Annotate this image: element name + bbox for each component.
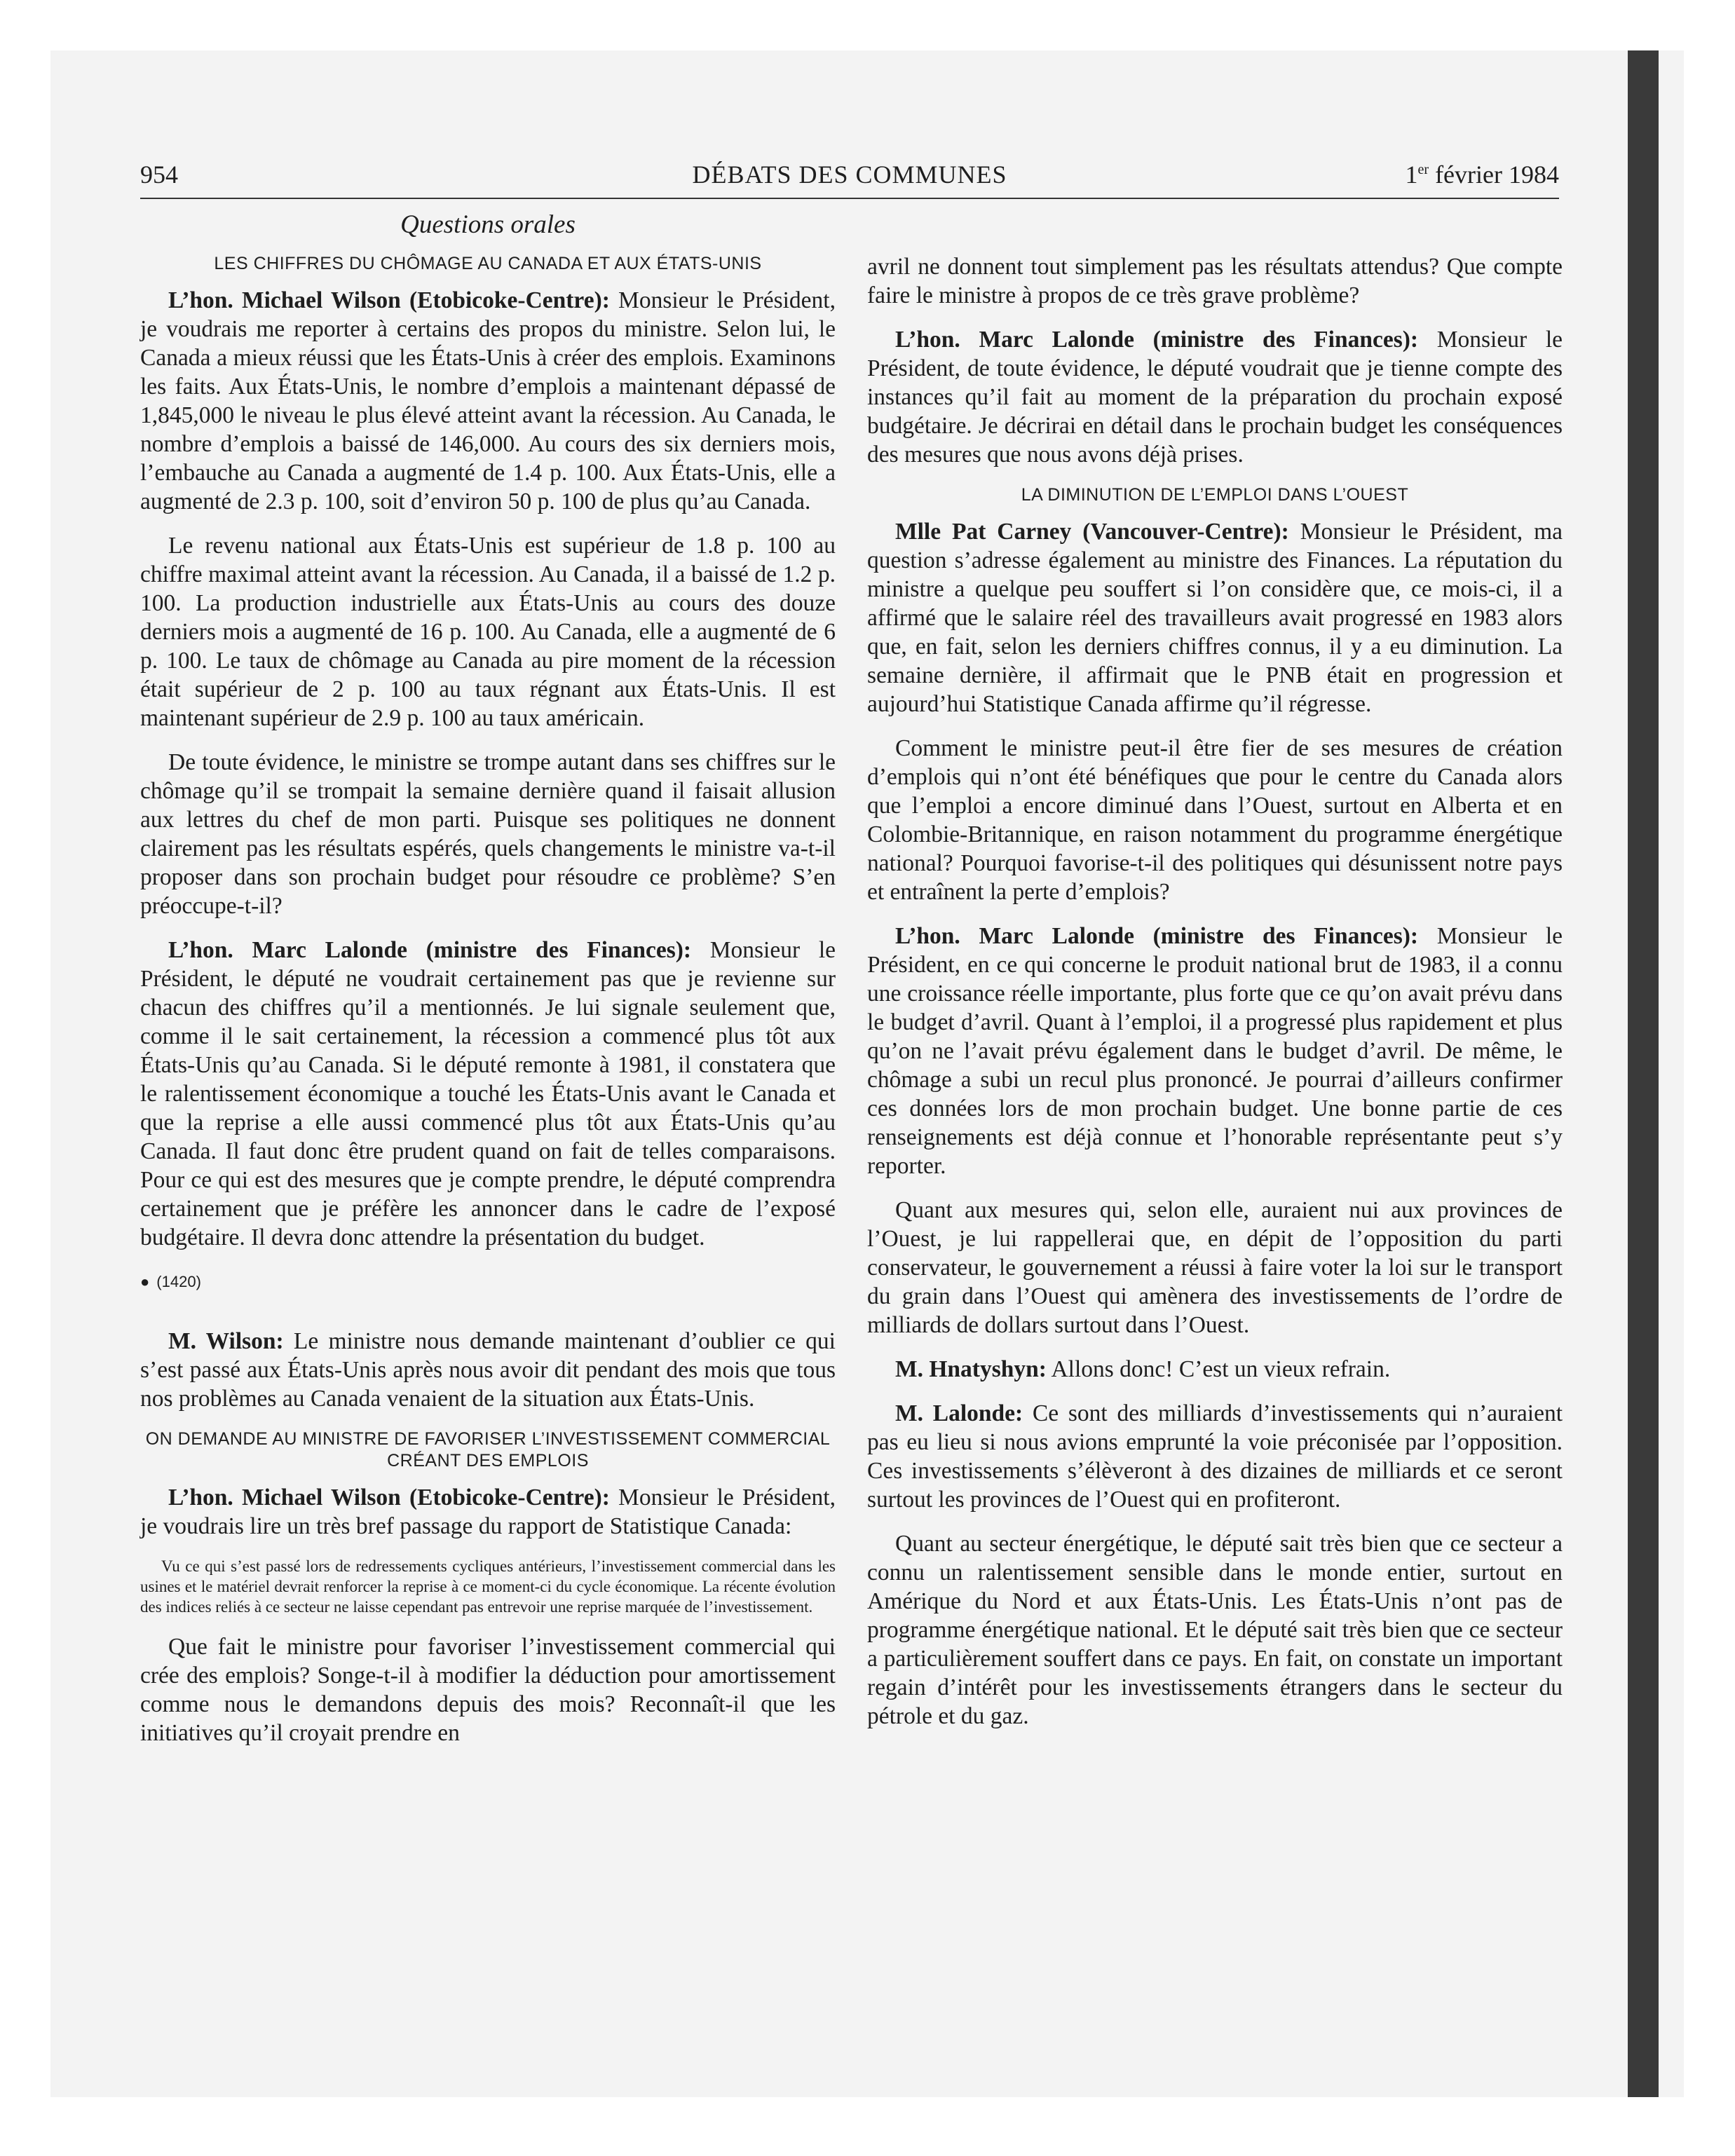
date-superscript: er [1417, 162, 1429, 177]
speaker-name: M. Hnatyshyn: [895, 1356, 1047, 1382]
paragraph-continuation: avril ne donnent tout simplement pas les résultats attendus? Que compte faire le ministre à propos de ce très grave problème? [867, 254, 1563, 308]
date-day: 1 [1405, 161, 1418, 189]
time-marker [140, 1267, 836, 1296]
speech-text: Monsieur le Président, ma question s’adresse également au ministre des Finances. La réputation du ministre a quelque peu souffert si l’on considère que, ce mois-ci, il a affirmé que le salaire réel des travailleurs avait progressé en 1983 alors que, en fait, selon les derniers chiffres connus, il y a eu diminution. La semaine dernière, il affirmait que le PNB était en progression et aujourd’hui Statistique Canada affirme qu’il régresse. [867, 519, 1563, 717]
paragraph-wilson-5 [140, 1483, 836, 1541]
binding-edge [1628, 50, 1659, 2097]
speech-text: Monsieur le Président, de toute évidence, le député voudrait que je tienne compte des instances qu’il fait au moment de la préparation du prochain exposé budgétaire. Je décrirai en détail dans le prochain budget les conséquences des mesures que nous avons déjà prises. [867, 327, 1563, 468]
speech-text: Ce sont des milliards d’investissements qui n’auraient pas eu lieu si nous avions emprunté la voie préconisée par l’opposition. Ces investissements s’élèveront à des dizaines de milliards et ce seront surtout les provinces de l’Ouest qui en profiteront. [867, 1400, 1563, 1513]
right-column [867, 252, 1563, 1746]
paragraph-lalonde-5 [867, 1399, 1563, 1514]
speaker-name: L’hon. Marc Lalonde (ministre des Finances): [895, 923, 1419, 949]
quoted-passage: Vu ce qui s’est passé lors de redressements cycliques antérieurs, l’investissement commercial dans les usines et le matériel devrait renforcer la reprise à ce moment-ci du cycle économique. La récente évolution des indices reliés à ce secteur ne laisse cependant pas entrevoir une reprise marquée de l’investissement. [140, 1557, 836, 1616]
paragraph-wilson-6: Que fait le ministre pour favoriser l’investissement commercial qui crée des emplois? Songe-t-il à modifier la déduction pour amortissement comme nous le demandons depuis des mois? Reconnaît-il que les initiatives qu’il croyait prendre en [140, 1634, 836, 1746]
bullet-icon: ● [140, 1273, 150, 1290]
paragraph-lalonde-6: Quant au secteur énergétique, le député sait très bien que ce secteur a connu un ralentissement sensible dans le monde entier, surtout en Amérique du Nord et aux États-Unis. Les États-Unis n’ont pas de programme énergétique national. Et le député sait très bien que ce secteur a particulièrement souffert dans ce pays. En fait, on constate un important regain d’intérêt pour les investissements étrangers dans le secteur du pétrole et du gaz. [867, 1531, 1563, 1729]
paragraph-lalonde-2 [867, 325, 1563, 469]
speaker-name: L’hon. Marc Lalonde (ministre des Finances): [168, 937, 692, 963]
speech-text: Le ministre nous demande maintenant d’oublier ce qui s’est passé aux États-Unis après nous avoir dit pendant des mois que tous nos problèmes au Canada venaient de la situation aux États-Unis. [140, 1328, 836, 1412]
speaker-name: L’hon. Michael Wilson (Etobicoke-Centre): [168, 1485, 610, 1510]
speaker-name: L’hon. Michael Wilson (Etobicoke-Centre): [168, 287, 610, 313]
publication-title: DÉBATS DES COMMUNES [692, 161, 1007, 189]
speaker-name: M. Lalonde: [895, 1400, 1023, 1426]
subject-heading-investment: ON DEMANDE AU MINISTRE DE FAVORISER L’INVESTISSEMENT COMMERCIAL CRÉANT DES EMPLOIS [145, 1429, 831, 1471]
subject-heading-unemployment: LES CHIFFRES DU CHÔMAGE AU CANADA ET AUX ÉTATS-UNIS [214, 254, 762, 273]
speech-text: Monsieur le Président, en ce qui concerne le produit national brut de 1983, il a connu une croissance réelle importante, plus forte que ce qu’on avait prévu dans le budget d’avril. Quant à l’emploi, il a progressé plus rapidement et plus qu’on ne l’avait prévu également dans le budget d’avril. De même, le chômage a subi un recul plus prononcé. Je pourrai d’ailleurs confirmer ces données lors de mon prochain budget. Une bonne partie de ces renseignements est déjà connue et l’honorable représentante peut s’y reporter. [867, 923, 1563, 1179]
paragraph-hnatyshyn [867, 1355, 1563, 1384]
page-header [140, 160, 1559, 202]
paragraph-wilson-1 [140, 286, 836, 516]
paragraph-wilson-3: De toute évidence, le ministre se trompe autant dans ses chiffres sur le chômage qu’il se trompait la semaine dernière quand il faisait allusion aux lettres du chef de mon parti. Puisque ses politiques ne donnent clairement pas les résultats espérés, quels changements le ministre va-t-il proposer dans son prochain budget pour résoudre ce problème? S’en préoccupe-t-il? [140, 749, 836, 919]
paragraph-wilson-4 [140, 1327, 836, 1413]
speaker-name: L’hon. Marc Lalonde (ministre des Finances): [895, 327, 1419, 353]
date-month-year: février 1984 [1429, 161, 1559, 189]
page-date [1406, 160, 1559, 189]
header-rule [140, 198, 1559, 199]
paragraph-carney-1 [867, 517, 1563, 718]
section-title: Questions orales [400, 210, 576, 239]
speaker-name: Mlle Pat Carney (Vancouver-Centre): [895, 519, 1289, 545]
subject-heading-west: LA DIMINUTION DE L’EMPLOI DANS L’OUEST [1021, 485, 1409, 505]
speech-text: Monsieur le Président, je voudrais me reporter à certains des propos du ministre. Selon lui, le Canada a mieux réussi que les États-Unis à créer des emplois. Examinons les faits. Aux États-Unis, le nombre d’emplois a maintenant dépassé de 1,845,000 le niveau le plus élevé atteint avant la récession. Au Canada, le nombre d’emplois a baissé de 146,000. Au cours des six derniers mois, l’embauche au Canada a augmenté de 1.4 p. 100. Aux États-Unis, elle a augmenté de 2.3 p. 100, soit d’environ 50 p. 100 de plus qu’au Canada. [140, 287, 836, 514]
paragraph-lalonde-4: Quant aux mesures qui, selon elle, auraient nui aux provinces de l’Ouest, je lui rappellerai que, en dépit de l’opposition du parti conservateur, le gouvernement a réussi à faire voter la loi sur le transport du grain dans l’Ouest qui amènera des investissements de l’ordre de milliards de dollars surtout dans l’Ouest. [867, 1197, 1563, 1338]
speaker-name: M. Wilson: [168, 1328, 284, 1354]
speech-text: Monsieur le Président, le député ne voudrait certainement pas que je revienne sur chacun des chiffres qu’il a mentionnés. Je lui signale seulement que, comme il le sait certainement, la récession a commencé plus tôt aux États-Unis qu’au Canada. Si le député remonte à 1981, il constatera que le ralentissement économique a touché les États-Unis avant le Canada et que la reprise a elle aussi commencé plus tôt aux États-Unis qu’au Canada. Il faut donc être prudent quand on fait de telles comparaisons. Pour ce qui est des mesures que je compte prendre, le député comprendra certainement que je préfère les annoncer dans le cadre de l’exposé budgétaire. Il devra donc attendre la présentation du budget. [140, 937, 836, 1250]
speech-text: Monsieur le Président, je voudrais lire un très bref passage du rapport de Statistique Canada: [140, 1485, 836, 1539]
paragraph-carney-2: Comment le ministre peut-il être fier de ses mesures de création d’emplois qui n’ont été bénéfiques que pour le centre du Canada alors que l’emploi a encore diminué dans l’Ouest, surtout en Alberta et en Colombie-Britannique, en raison notamment du programme énergétique national? Pourquoi favorise-t-il des politiques qui désunissent notre pays et entraînent la perte d’emplois? [867, 735, 1563, 905]
time-stamp: (1420) [156, 1273, 201, 1290]
speech-text: Allons donc! C’est un vieux refrain. [1046, 1356, 1391, 1382]
paragraph-lalonde-1 [140, 936, 836, 1252]
page-number: 954 [140, 161, 178, 189]
paragraph-wilson-2: Le revenu national aux États-Unis est supérieur de 1.8 p. 100 au chiffre maximal atteint avant la récession. Au Canada, il a baissé de 1.2 p. 100. La production industrielle aux États-Unis au cours des douze derniers mois a augmenté de 16 p. 100. Au Canada, elle a augmenté de 6 p. 100. Le taux de chômage au Canada au pire moment de la récession était supérieur de 2 p. 100 au taux régnant aux États-Unis. Il est maintenant supérieur de 2.9 p. 100 au taux américain. [140, 533, 836, 731]
paragraph-lalonde-3 [867, 922, 1563, 1180]
left-column [140, 210, 836, 1763]
